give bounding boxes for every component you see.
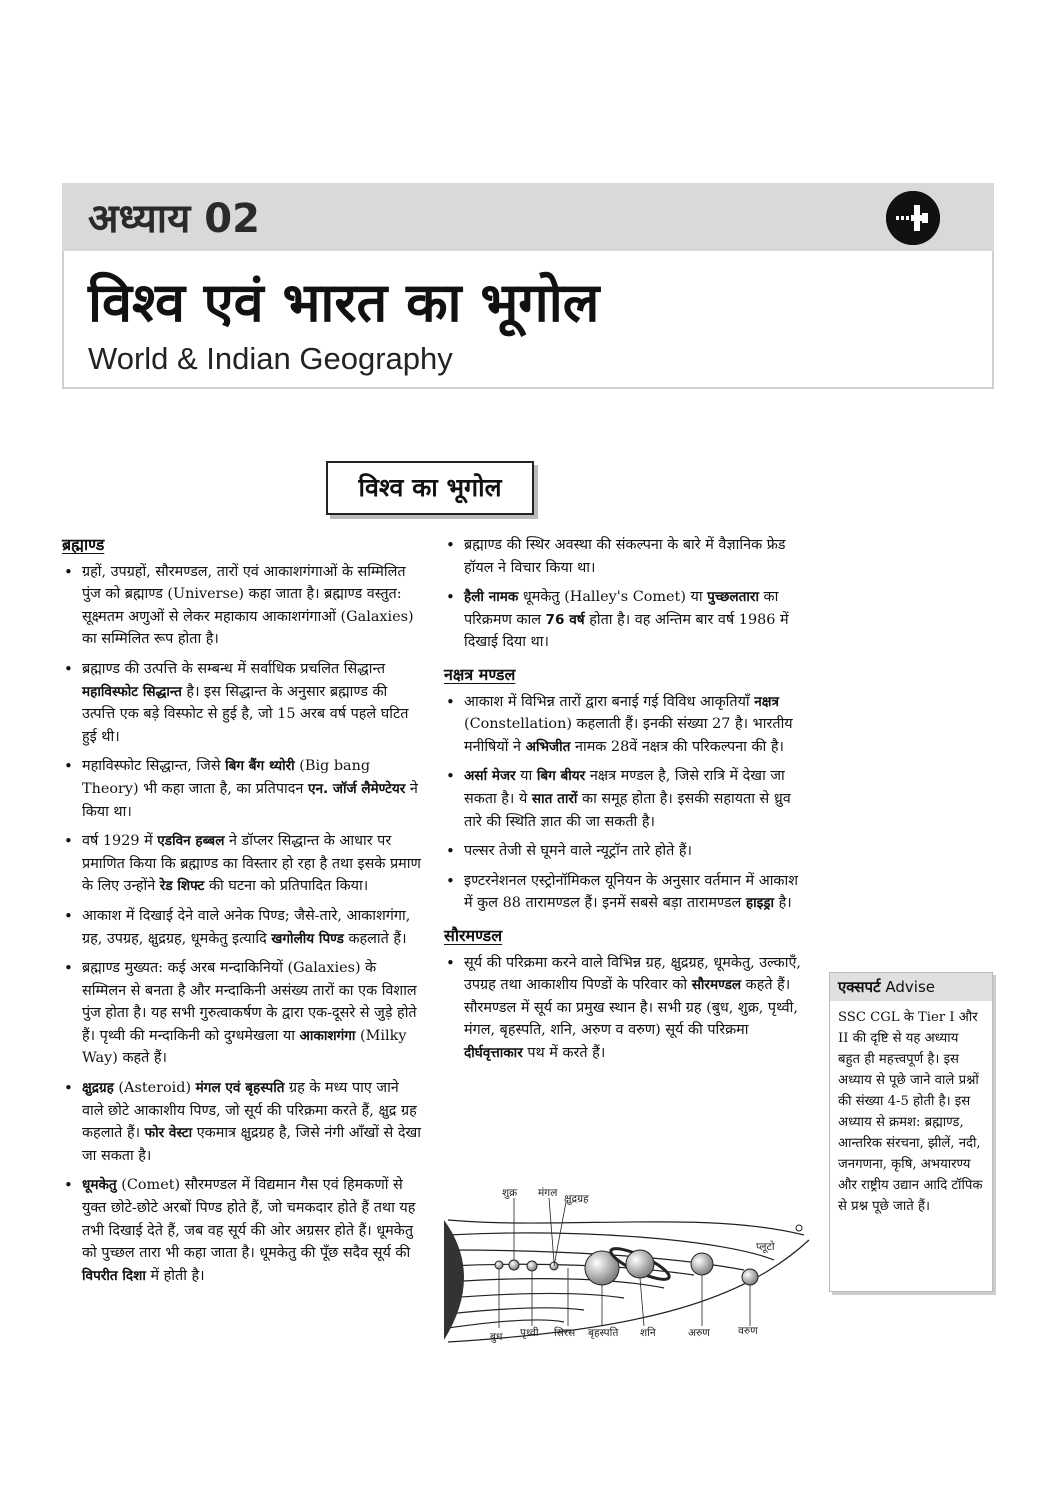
list-item: • इण्टरनेशनल एस्ट्रोनॉमिकल यूनियन के अनुसार वर्तमान में आकाश में कुल 88 तारामण्डल हैं। इनमें सबसे बड़ा तारामण्डल हाइड्रा है। xyxy=(444,870,806,915)
list-item: • क्षुद्रग्रह (Asteroid) मंगल एवं बृहस्पति ग्रह के मध्य पाए जाने वाले छोटे आकाशीय पिण्ड, जो सूर्य की परिक्रमा करते हैं, क्षुद्र ग्रह कहलाते हैं। फोर वेस्टा एकमात्र क्षुद्रग्रह है, जिसे नंगी आँखों से देखा जा सकता है। xyxy=(62,1077,422,1167)
label-earth: पृथ्वी xyxy=(520,1327,539,1339)
list-item: • महाविस्फोट सिद्धान्त, जिसे बिग बैंग थ्योरी (Big bang Theory) भी कहा जाता है, का प्रतिपादन एन. जॉर्ज लैमेण्टेयर ने किया था। xyxy=(62,755,422,823)
arrow-circle-icon xyxy=(886,191,940,245)
label-venus: शुक्र xyxy=(502,1187,518,1199)
list-item: • आकाश में दिखाई देने वाले अनेक पिण्ड; जैसे-तारे, आकाशगंगा, ग्रह, उपग्रह, क्षुद्रग्रह, धूमकेतु इत्यादि खगोलीय पिण्ड कहलाते हैं। xyxy=(62,905,422,950)
advise-title-english: Advise xyxy=(885,978,935,996)
list-item: • सूर्य की परिक्रमा करने वाले विभिन्न ग्रह, क्षुद्रग्रह, धूमकेतु, उल्काएँ, उपग्रह तथा आकाशीय पिण्डों के परिवार को सौरमण्डल कहते हैं। सौरमण्डल में सूर्य का प्रमुख स्थान है। सभी ग्रह (बुध, शुक्र, पृथ्वी, मंगल, बृहस्पति, शनि, अरुण व वरुण) सूर्य की परिक्रमा दीर्घवृत्ताकार पथ में करते हैं। xyxy=(444,952,806,1065)
label-mercury: बुध xyxy=(490,1331,503,1343)
label-saturn: शनि xyxy=(640,1327,656,1339)
solar-system-list xyxy=(444,952,806,1065)
heading-universe: ब्रह्माण्ड xyxy=(62,535,105,554)
middle-column xyxy=(444,534,806,1074)
list-item: • ब्रह्माण्ड की स्थिर अवस्था की संकल्पना के बारे में वैज्ञानिक फ्रेड हॉयल ने विचार किया था। xyxy=(444,534,806,579)
list-item: • आकाश में विभिन्न तारों द्वारा बनाई गई विविध आकृतियाँ नक्षत्र (Constellation) कहलाती हैं। इनकी संख्या 27 है। भारतीय मनीषियों ने अभिजीत नामक 28वें नक्षत्र की परिकल्पना की है। xyxy=(444,691,806,759)
comet-list xyxy=(444,534,806,654)
chapter-label: अध्याय 02 xyxy=(88,196,260,242)
list-item: • धूमकेतु (Comet) सौरमण्डल में विद्यमान गैस एवं हिमकणों से युक्त छोटे-छोटे अरबों पिण्ड होते हैं, जो चमकदार होते हैं तथा यह तभी दिखाई देते हैं, जब वह सूर्य की ओर अग्रसर होते हैं। धूमकेतु को पुच्छल तारा भी कहा जाता है। धूमकेतु की पूँछ सदैव सूर्य की विपरीत दिशा में होती है। xyxy=(62,1174,422,1287)
chapter-title-hindi: विश्व एवं भारत का भूगोल xyxy=(88,271,600,334)
label-mars: मंगल xyxy=(538,1187,558,1199)
advise-text: SSC CGL के Tier I और II की दृष्टि से यह अध्याय बहुत ही महत्त्वपूर्ण है। इस अध्याय से पूछे जाने वाले प्रश्नों की संख्या 4-5 होती है। इस अध्याय से क्रमश: ब्रह्माण्ड, आन्तरिक संरचना, झीलें, नदी, जनगणना, कृषि, अभयारण्य और राष्ट्रीय उद्यान आदि टॉपिक से प्रश्न पूछे जाते हैं। xyxy=(838,1010,983,1214)
left-column xyxy=(62,534,422,1297)
label-uranus: अरुण xyxy=(688,1327,710,1339)
heading-solar-system: सौरमण्डल xyxy=(444,925,503,945)
list-item: • ग्रहों, उपग्रहों, सौरमण्डल, तारों एवं आकाशगंगाओं के सम्मिलित पुंज को ब्रह्माण्ड (Universe) कहा जाता है। ब्रह्माण्ड वस्तुत: सूक्ष्मतम अणुओं से लेकर महाकाय आकाशगंगाओं (Galaxies) का सम्मिलित रूप होता है। xyxy=(62,561,422,651)
list-item: • अर्सा मेजर या बिग बीयर नक्षत्र मण्डल है, जिसे रात्रि में देखा जा सकता है। ये सात तारों का समूह होता है। इसकी सहायता से ध्रुव तारे की स्थिति ज्ञात की जा सकती है। xyxy=(444,765,806,833)
heading-constellation: नक्षत्र मण्डल xyxy=(444,664,516,684)
universe-list xyxy=(62,561,422,1288)
advise-title-hindi: एक्सपर्ट xyxy=(838,978,881,996)
solar-system-diagram xyxy=(444,1180,816,1350)
label-jupiter: बृहस्पति xyxy=(588,1327,619,1339)
constellation-list xyxy=(444,691,806,915)
label-neptune: वरुण xyxy=(738,1325,758,1337)
list-item: • ब्रह्माण्ड मुख्यत: कई अरब मन्दाकिनियों (Galaxies) के सम्मिलन से बनता है और मन्दाकिनी असंख्य तारों का एक विशाल पुंज होता है। यह सभी गुरुत्वाकर्षण के द्वारा एक-दूसरे से जुड़े होते हैं। पृथ्वी की मन्दाकिनी को दुग्धमेखला या आकाशगंगा (Milky Way) कहते हैं। xyxy=(62,957,422,1070)
list-item: • ब्रह्माण्ड की उत्पत्ति के सम्बन्ध में सर्वाधिक प्रचलित सिद्धान्त महाविस्फोट सिद्धान्त है। इस सिद्धान्त के अनुसार ब्रह्माण्ड की उत्पत्ति एक बड़े विस्फोट से हुई है, जो 15 अरब वर्ष पहले घटित हुई थी। xyxy=(62,658,422,748)
expert-advise-box xyxy=(829,972,993,1292)
label-asteroid: क्षुद्रग्रह xyxy=(564,1193,589,1205)
chapter-title-box xyxy=(62,251,994,389)
list-item: • वर्ष 1929 में एडविन हब्बल ने डॉप्लर सिद्धान्त के आधार पर प्रमाणित किया कि ब्रह्माण्ड का विस्तार हो रहा है तथा इसके प्रमाण के लिए उन्होंने रेड शिफ्ट की घटना को प्रतिपादित किया। xyxy=(62,830,422,898)
label-ceres: सिरस xyxy=(554,1327,576,1339)
advise-header xyxy=(830,973,992,1001)
section-title: विश्व का भूगोल xyxy=(326,461,534,515)
chapter-header xyxy=(62,183,994,251)
list-item: • पल्सर तेजी से घूमने वाले न्यूट्रॉन तारे होते हैं। xyxy=(444,840,806,863)
chapter-title-english: World & Indian Geography xyxy=(88,341,453,376)
list-item: • हैली नामक धूमकेतु (Halley's Comet) या पुच्छलतारा का परिक्रमण काल 76 वर्ष होता है। वह अन्तिम बार वर्ष 1986 में दिखाई दिया था। xyxy=(444,586,806,654)
label-pluto: प्लूटो xyxy=(756,1241,775,1253)
